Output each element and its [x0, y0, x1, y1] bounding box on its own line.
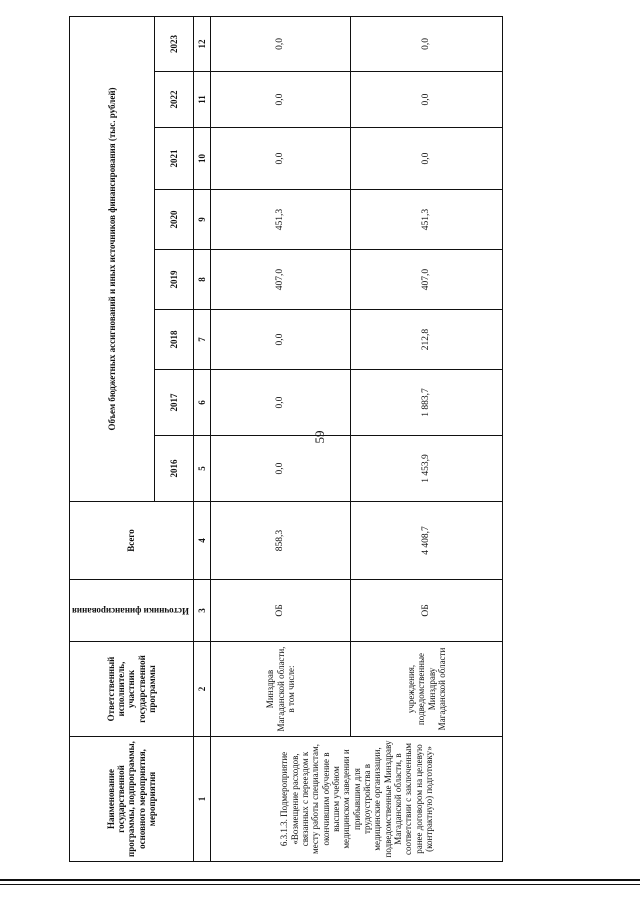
funding-table-wrapper	[69, 17, 484, 862]
executor-cell: Минздрав Магаданской области, в том числе:	[211, 642, 351, 737]
year-value-cell: 0,0	[351, 128, 503, 190]
header-year: 2016	[154, 436, 194, 502]
year-value-cell: 0,0	[211, 72, 351, 128]
bottom-rule	[0, 879, 640, 881]
column-number: 4	[194, 502, 211, 580]
header-funding-group: Объем бюджетных ассигнований и иных источников финансирования (тыс. рублей)	[70, 16, 155, 501]
column-number: 10	[194, 128, 211, 190]
total-cell: 4 408,7	[351, 502, 503, 580]
column-number: 7	[194, 310, 211, 370]
year-value-cell: 407,0	[211, 250, 351, 310]
year-value-cell: 0,0	[211, 310, 351, 370]
header-col2: Ответственный исполнитель, участник государственной программы	[70, 642, 194, 737]
column-number: 9	[194, 190, 211, 250]
header-year: 2022	[154, 72, 194, 128]
year-value-cell: 407,0	[351, 250, 503, 310]
header-year: 2020	[154, 190, 194, 250]
column-number: 11	[194, 72, 211, 128]
header-year: 2017	[154, 370, 194, 436]
column-number: 8	[194, 250, 211, 310]
year-value-cell: 0,0	[211, 436, 351, 502]
bottom-rule-thin	[0, 884, 640, 885]
year-value-cell: 451,3	[351, 190, 503, 250]
year-value-cell: 0,0	[211, 16, 351, 71]
column-number: 5	[194, 436, 211, 502]
year-value-cell: 0,0	[351, 72, 503, 128]
year-value-cell: 212,8	[351, 310, 503, 370]
header-col3	[70, 580, 194, 642]
column-number: 2	[194, 642, 211, 737]
header-year: 2023	[154, 16, 194, 71]
header-col3-text: Источники финансирования	[72, 605, 189, 616]
header-year: 2019	[154, 250, 194, 310]
year-value-cell: 0,0	[351, 16, 503, 71]
column-number: 12	[194, 16, 211, 71]
year-value-cell: 1 453,9	[351, 436, 503, 502]
header-year: 2021	[154, 128, 194, 190]
header-year: 2018	[154, 310, 194, 370]
executor-cell: учреждения, подведомственные Минздраву Магаданской области	[351, 642, 503, 737]
year-value-cell: 1 883,7	[351, 370, 503, 436]
header-col4: Всего	[70, 502, 194, 580]
funding-table	[69, 16, 503, 862]
year-value-cell: 451,3	[211, 190, 351, 250]
activity-name: 6.3.1.3. Подмероприятие «Возмещение расходов, связанных с переездом к месту работы специалистам, окончившим обучение в высшем учебном медицинском заведении и прибывшим для трудоустройства в медицинские организации, подведомственные Минздраву Магаданской области, в соответствии с заключенным ранее договором на целевую (контрактную) подготовку»	[211, 737, 503, 862]
column-number: 6	[194, 370, 211, 436]
header-col1: Наименование государственной программы, подпрограммы, основного мероприятия, мероприятия	[70, 737, 194, 862]
page-number: 59	[312, 430, 327, 444]
year-value-cell: 0,0	[211, 128, 351, 190]
year-value-cell: 0,0	[211, 370, 351, 436]
column-number: 3	[194, 580, 211, 642]
column-number: 1	[194, 737, 211, 862]
source-cell: ОБ	[351, 580, 503, 642]
total-cell: 858,3	[211, 502, 351, 580]
source-cell: ОБ	[211, 580, 351, 642]
